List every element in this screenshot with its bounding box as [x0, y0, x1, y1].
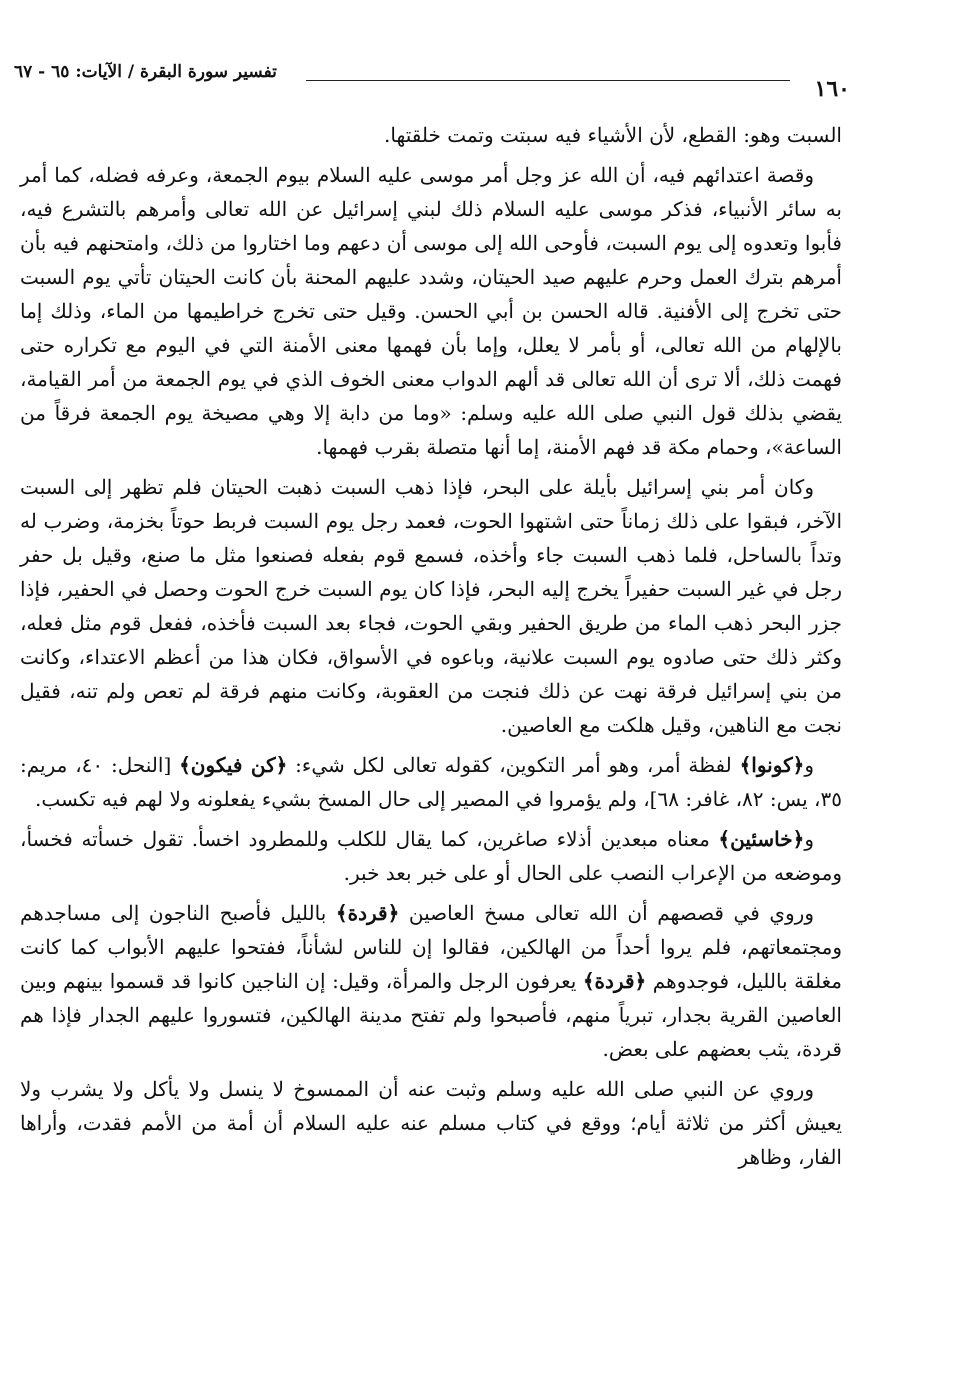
text-segment: معناه مبعدين أذلاء صاغرين، كما يقال للكلب وللمطرود اخسأ. تقول خسأته فخسأ، وموضعه من الإعراب النصب على الحال أو على خبر بعد خبر.: [20, 827, 842, 885]
paragraph: [20, 470, 842, 742]
text-segment: يعرفون الرجل والمرأة، وقيل: إن الناجين كانوا قد قسموا بينهم وبين العاصين القرية بجدار، تبرياً منهم، فأصبحوا ولم تفتح مدينة الهالكين، فتسوروا عليهم الجدار فإذا هم قردة، يثب بعضهم على بعض.: [20, 969, 842, 1061]
quran-term: ﴿كونوا﴾: [739, 753, 805, 777]
text-segment: [النحل: ٤٠، مريم: ٣٥، يس: ٨٢، غافر: ٦٨]، ولم يؤمروا في المصير إلى حال المسخ بشيء يفعلونه ولا لهم فيه تكسب.: [20, 753, 842, 811]
header-rule: [306, 80, 790, 81]
text-segment: وكان أمر بني إسرائيل بأيلة على البحر، فإذا ذهب السبت ذهبت الحيتان فلم تظهر إلى السبت الآخر، فبقوا على ذلك زماناً حتى اشتهوا الحوت، فعمد رجل يوم السبت فربط حوتاً بخزمة، وضرب له وتداً بالساحل، فلما ذهب السبت جاء وأخذه، فسمع قوم بفعله فصنعوا مثل ما صنع، وقيل بل حفر رجل في غير السبت حفيراً يخرج إليه البحر، فإذا كان يوم السبت خرج الحوت وحصل في الحفير، فإذا جزر البحر ذهب الماء من طريق الحفير وبقي الحوت، فجاء بعد السبت فأخذه، ففعل قوم مثل فعله، وكثر ذلك حتى صادوه يوم السبت علانية، وباعوه في الأسواق، فكان هذا من أعظم الاعتداء، وكانت من بني إسرائيل فرقة نهت عن ذلك فنجت من العقوبة، وكانت منهم فرقة لم تعص ولم تنه، فقيل نجت مع الناهين، وقيل هلكت مع العاصين.: [20, 475, 842, 737]
paragraph: [20, 1072, 842, 1174]
text-segment: وروي عن النبي صلى الله عليه وسلم وثبت عنه أن الممسوخ لا ينسل ولا يأكل ولا يشرب ولا يعيش أكثر من ثلاثة أيام؛ ووقع في كتاب مسلم عنه عليه السلام أن أمة من الأمم فقدت، وأراها الفار، وظاهر: [20, 1077, 842, 1169]
quran-term: ﴿قردة﴾: [582, 969, 647, 993]
text-segment: بالليل فأصبح الناجون إلى مساجدهم ومجتمعاتهم، فلم يروا أحداً من الهالكين، فقالوا إن للناس لشأناً، ففتحوا عليهم الأبواب كما كانت مغلقة بالليل، فوجدوهم: [20, 901, 842, 993]
body-text: [20, 118, 842, 1180]
running-title: تفسير سورة البقرة / الآيات: ٦٥ - ٦٧: [14, 62, 277, 82]
paragraph: [20, 822, 842, 890]
page-header: [14, 58, 850, 102]
text-segment: وقصة اعتدائهم فيه، أن الله عز وجل أمر موسى عليه السلام بيوم الجمعة، وعرفه فضله، كما أمر به سائر الأنبياء، فذكر موسى عليه السلام ذلك لبني إسرائيل عن الله تعالى وأمرهم بالتشرع فيه، فأبوا وتعدوه إلى يوم السبت، فأوحى الله إلى موسى أن دعهم وما اختاروا من ذلك، وامتحنهم فيه بأن أمرهم بترك العمل وحرم عليهم صيد الحيتان، وشدد عليهم المحنة بأن كانت الحيتان تأتي يوم السبت حتى تخرج إلى الأفنية. قاله الحسن بن أبي الحسن. وقيل حتى تخرج خراطيمها من الماء، وذلك إما بالإلهام من الله تعالى، أو بأمر لا يعلل، وإما بأن فهمها معنى الأمنة التي في اليوم مع تكراره حتى فهمت ذلك، ألا ترى أن الله تعالى قد ألهم الدواب معنى الخوف الذي في يوم الجمعة من أمر القيامة، يقضي بذلك قول النبي صلى الله عليه وسلم: «وما من دابة إلا وهي مصيخة يوم الجمعة فرقاً من الساعة»، وحمام مكة قد فهم الأمنة، إما أنها متصلة بقرب فهمها.: [20, 163, 842, 459]
text-segment: وروي في قصصهم أن الله تعالى مسخ العاصين: [399, 901, 814, 925]
quran-term: ﴿خاسئين﴾: [718, 827, 805, 851]
quran-term: ﴿قردة﴾: [335, 901, 400, 925]
text-segment: السبت وهو: القطع، لأن الأشياء فيه سبتت وتمت خلقتها.: [384, 123, 842, 147]
text-segment: و: [804, 753, 814, 777]
page-number: ١٦٠: [814, 76, 850, 102]
paragraph: [20, 748, 842, 816]
paragraph: [20, 158, 842, 464]
paragraph: [20, 118, 842, 152]
quran-term: ﴿كن فيكون﴾: [179, 753, 288, 777]
paragraph: [20, 896, 842, 1066]
text-segment: و: [804, 827, 814, 851]
text-segment: لفظة أمر، وهو أمر التكوين، كقوله تعالى لكل شيء:: [287, 753, 740, 777]
